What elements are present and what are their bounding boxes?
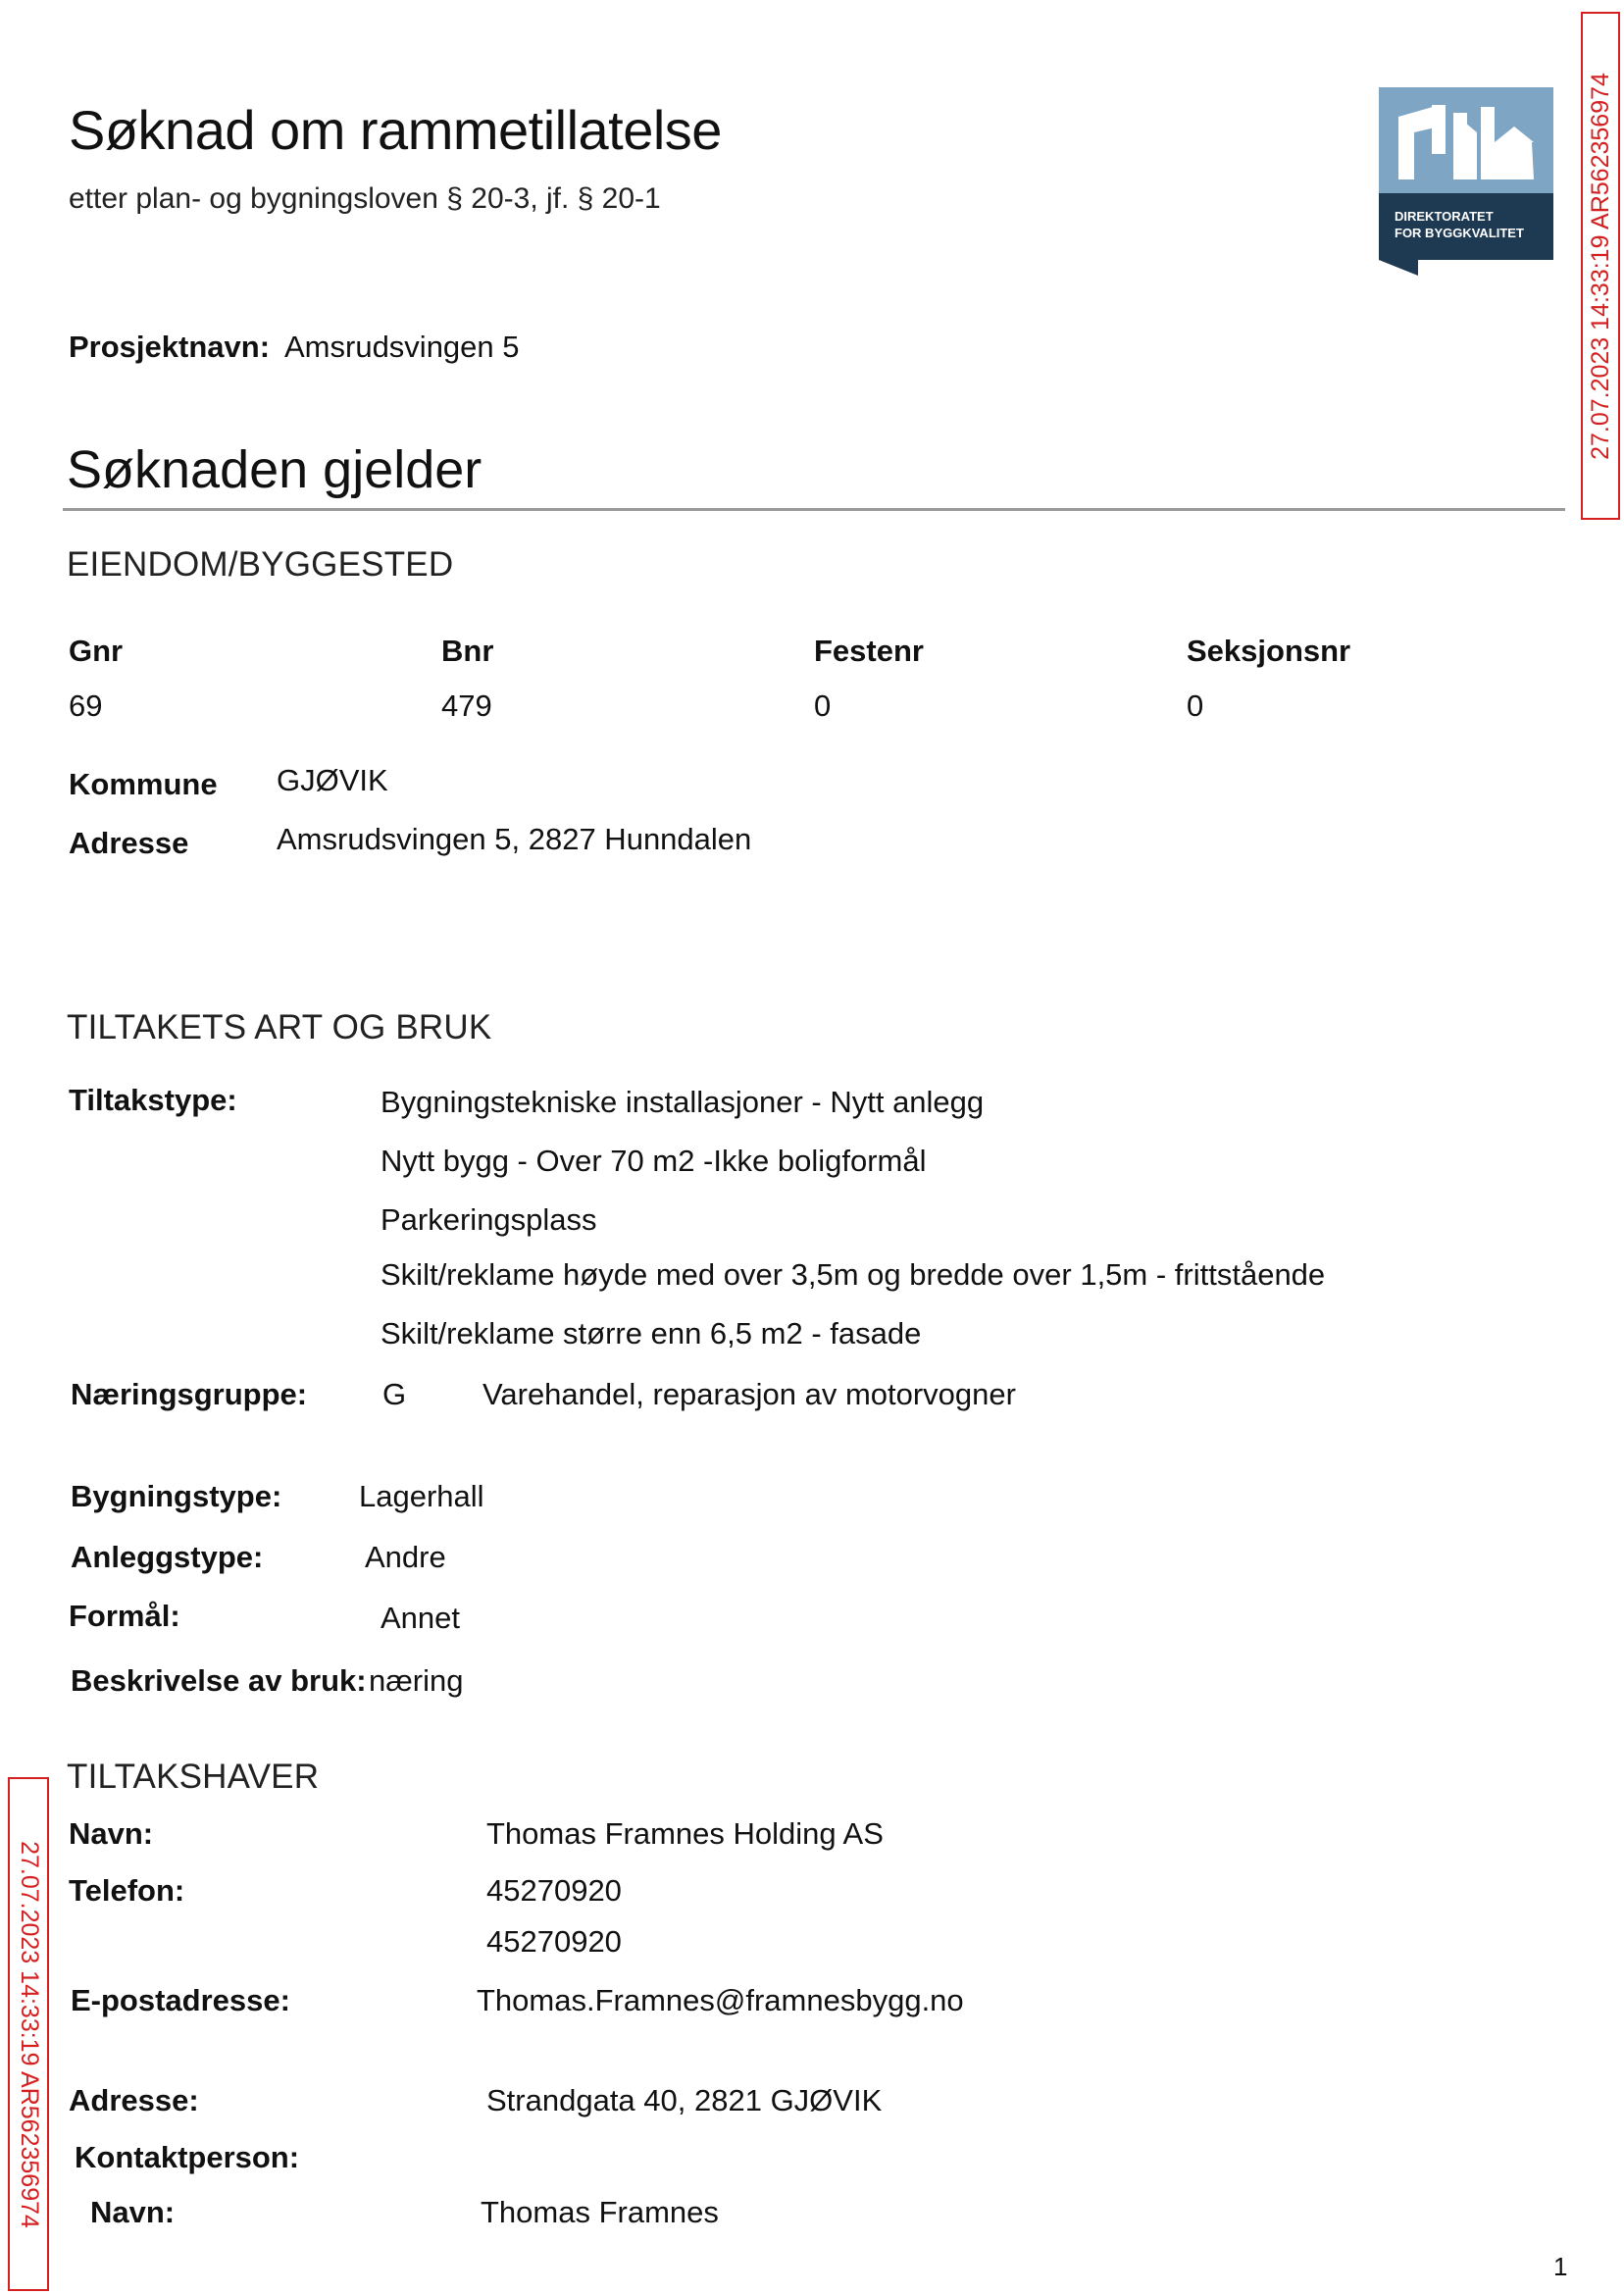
project-name-label: Prosjektnavn: xyxy=(69,330,271,364)
dibk-logo-icon xyxy=(1379,87,1553,276)
tiltakshaver-adresse-label: Adresse: xyxy=(69,2083,199,2117)
adresse-value: Amsrudsvingen 5, 2827 Hunndalen xyxy=(277,822,752,856)
naeringsgruppe-label: Næringsgruppe: xyxy=(71,1377,308,1411)
archive-stamp-right xyxy=(1581,12,1620,520)
navn-label: Navn: xyxy=(69,1816,154,1851)
kommune-label: Kommune xyxy=(69,767,218,801)
section-divider xyxy=(63,508,1565,511)
tiltakstype-item: Nytt bygg - Over 70 m2 -Ikke boligformål xyxy=(381,1144,927,1178)
tiltakshaver-adresse-value: Strandgata 40, 2821 GJØVIK xyxy=(486,2083,883,2117)
telefon-label: Telefon: xyxy=(69,1873,185,1908)
seksjonsnr-label: Seksjonsnr xyxy=(1187,634,1351,668)
page-number: 1 xyxy=(1553,2252,1568,2281)
adresse-label: Adresse xyxy=(69,826,189,860)
festenr-label: Festenr xyxy=(814,634,924,668)
kontakt-navn-label: Navn: xyxy=(90,2195,176,2229)
tiltakstype-item: Skilt/reklame større enn 6,5 m2 - fasade xyxy=(381,1316,922,1351)
stamp-text: 27.07.2023 14:33:19 AR562356974 xyxy=(15,1840,43,2228)
project-name-value: Amsrudsvingen 5 xyxy=(284,330,520,364)
navn-value: Thomas Framnes Holding AS xyxy=(486,1816,884,1851)
tiltakstype-label: Tiltakstype: xyxy=(69,1083,237,1117)
tiltakstype-item: Bygningstekniske installasjoner - Nytt anlegg xyxy=(381,1085,985,1119)
eiendom-heading: EIENDOM/BYGGESTED xyxy=(67,545,454,584)
anleggstype-value: Andre xyxy=(365,1540,446,1574)
bygningstype-value: Lagerhall xyxy=(359,1479,484,1513)
naeringsgruppe-code: G xyxy=(382,1377,407,1411)
bnr-label: Bnr xyxy=(441,634,494,668)
tiltakstype-item: Skilt/reklame høyde med over 3,5m og bredde over 1,5m - frittstående xyxy=(381,1257,1326,1292)
epost-value: Thomas.Framnes@framnesbygg.no xyxy=(477,1983,964,2017)
telefon-value: 45270920 xyxy=(486,1924,622,1959)
document-subtitle: etter plan- og bygningsloven § 20-3, jf. § 20-1 xyxy=(69,182,661,215)
gnr-label: Gnr xyxy=(69,634,124,668)
gnr-value: 69 xyxy=(69,688,103,723)
bruk-value: næring xyxy=(369,1663,464,1698)
document-title: Søknad om rammetillatelse xyxy=(69,99,722,161)
bnr-value: 479 xyxy=(441,688,492,723)
tiltakstype-item: Parkeringsplass xyxy=(381,1202,597,1237)
dibk-logo xyxy=(1379,87,1553,276)
formal-value: Annet xyxy=(381,1601,461,1635)
naeringsgruppe-text: Varehandel, reparasjon av motorvogner xyxy=(482,1377,1016,1411)
festenr-value: 0 xyxy=(814,688,832,723)
tiltak-heading: TILTAKETS ART OG BRUK xyxy=(67,1008,492,1046)
svg-text:FOR BYGGKVALITET: FOR BYGGKVALITET xyxy=(1395,226,1524,240)
epost-label: E-postadresse: xyxy=(71,1983,290,2017)
kommune-value: GJØVIK xyxy=(277,763,388,797)
bruk-label: Beskrivelse av bruk: xyxy=(71,1663,367,1698)
archive-stamp-left xyxy=(8,1777,49,2291)
anleggstype-label: Anleggstype: xyxy=(71,1540,264,1574)
bygningstype-label: Bygningstype: xyxy=(71,1479,282,1513)
kontaktperson-label: Kontaktperson: xyxy=(75,2140,300,2174)
formal-label: Formål: xyxy=(69,1599,180,1633)
svg-text:DIREKTORATET: DIREKTORATET xyxy=(1395,209,1494,224)
stamp-text: 27.07.2023 14:33:19 AR562356974 xyxy=(1586,72,1614,460)
seksjonsnr-value: 0 xyxy=(1187,688,1204,723)
tiltakshaver-heading: TILTAKSHAVER xyxy=(67,1758,320,1796)
kontakt-navn-value: Thomas Framnes xyxy=(481,2195,719,2229)
section-title: Søknaden gjelder xyxy=(67,440,482,499)
telefon-value: 45270920 xyxy=(486,1873,622,1908)
